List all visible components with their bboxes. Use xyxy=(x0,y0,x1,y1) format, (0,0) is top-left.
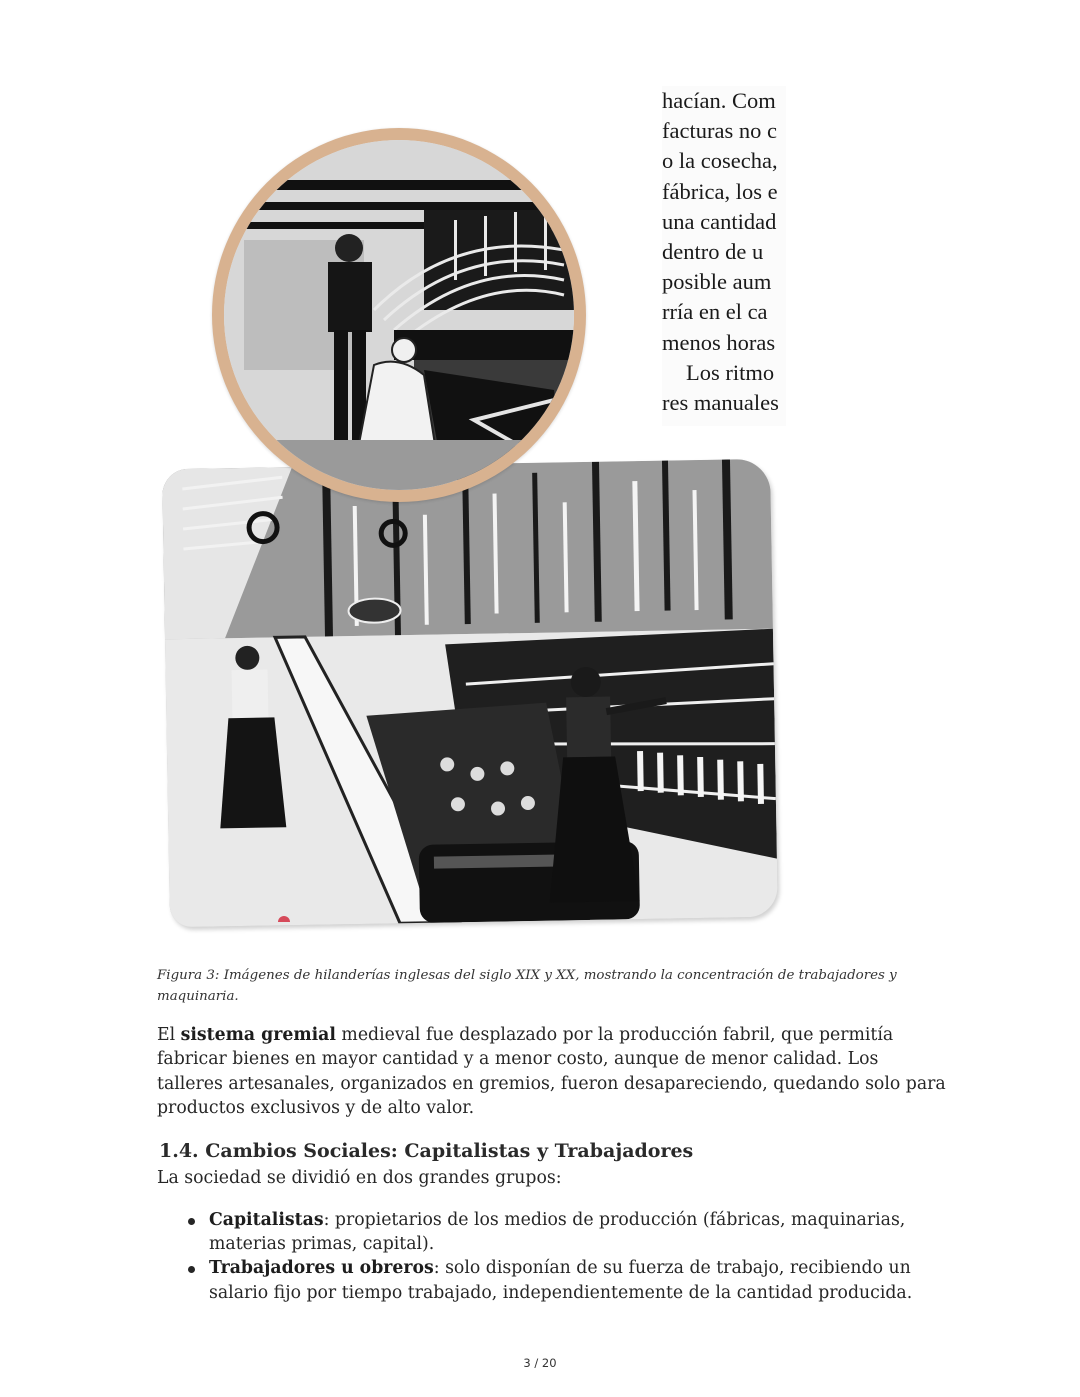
list-item xyxy=(157,1208,937,1256)
spinning-mill-illustration xyxy=(162,459,778,928)
bullet-list xyxy=(157,1208,937,1305)
list-item-term: Capitalistas xyxy=(209,1210,324,1230)
section-intro: La sociedad se dividió en dos grandes grupos: xyxy=(157,1168,562,1188)
scan-line: hacían. Com xyxy=(662,88,776,113)
list-item-text: : propietarios de los medios de producción (fábricas, maquinarias, materias primas, capital). xyxy=(209,1210,906,1255)
scanned-book-text-fragment xyxy=(662,86,786,426)
scan-line: rría en el ca xyxy=(662,299,768,325)
scan-line: menos horas xyxy=(662,329,776,355)
red-pin-mark xyxy=(278,916,290,922)
paragraph-rest: medieval fue desplazado por la producción fabril, que permitía fabricar bienes en mayor cantidad y a menor costo, aunque de menor calidad. Los talleres artesanales, organizados en gremios, fueron desapareciendo, quedando solo para productos exclusivos y de alto valor. xyxy=(157,1025,946,1118)
engraving-mill-illustration xyxy=(224,140,574,490)
scan-line: Los ritmo xyxy=(686,359,775,385)
paragraph-bold-term: sistema gremial xyxy=(180,1025,336,1045)
bullet-icon xyxy=(188,1218,195,1225)
scan-line: fábrica, los e xyxy=(662,178,778,204)
scan-line: o la cosecha, xyxy=(662,148,778,174)
scan-line: dentro de u xyxy=(662,239,764,265)
section-heading: 1.4. Cambios Sociales: Capitalistas y Trabajadores xyxy=(159,1140,694,1162)
scan-line: posible aum xyxy=(662,269,772,295)
list-item xyxy=(157,1256,937,1304)
figure-caption: Figura 3: Imágenes de hilanderías inglesas del siglo XIX y XX, mostrando la concentración de trabajadores y maquinaria. xyxy=(157,968,897,1004)
paragraph-prefix: El xyxy=(157,1025,181,1045)
spinning-mill-photo xyxy=(162,459,778,928)
scan-line: res manuales xyxy=(662,390,779,416)
scan-line: una cantidad xyxy=(662,208,777,234)
figure-image-composite xyxy=(156,84,786,929)
body-paragraph xyxy=(157,1023,947,1120)
list-item-text: : solo disponían de su fuerza de trabajo, recibiendo un salario fijo por tiempo trabajado, independientemente de la cantidad producida. xyxy=(209,1258,913,1303)
scan-line: facturas no c xyxy=(662,118,777,144)
page-number: 3 / 20 xyxy=(523,1356,557,1370)
bullet-icon xyxy=(188,1266,195,1273)
list-item-term: Trabajadores u obreros xyxy=(209,1258,434,1279)
circular-engraving-photo xyxy=(212,128,586,502)
